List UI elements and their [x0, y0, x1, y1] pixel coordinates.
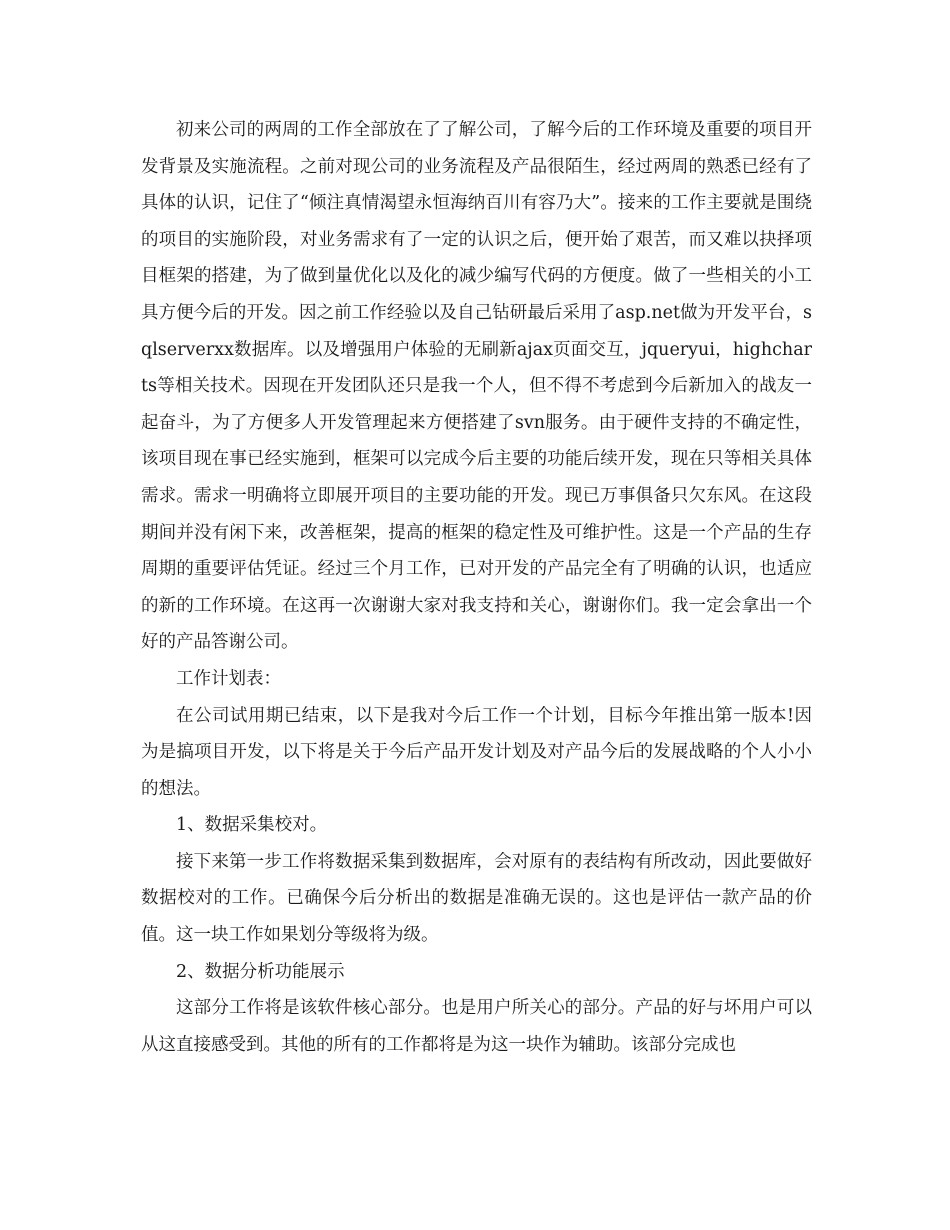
paragraph-intro: 初来公司的两周的工作全部放在了了解公司，了解今后的工作环境及重要的项目开发背景及实施流程。之前对现公司的业务流程及产品很陌生，经过两周的熟悉已经有了具体的认识，记住了“倾注真情渴望永恒海纳百川有容乃大”。接来的工作主要就是围绕的项目的实施阶段，对业务需求有了一定的认识之后，便开始了艰苦，而又难以抉择项目框架的搭建，为了做到量优化以及化的减少编写代码的方便度。做了一些相关的小工具方便今后的开发。因之前工作经验以及自己钻研最后采用了asp.net做为开发平台，sqlserverxx数据库。以及增强用户体验的无刷新ajax页面交互，jqueryui，highcharts等相关技术。因现在开发团队还只是我一个人，但不得不考虑到今后新加入的战友一起奋斗，为了方便多人开发管理起来方便搭建了svn服务。由于硬件支持的不确定性，该项目现在事已经实施到，框架可以完成今后主要的功能后续开发，现在只等相关具体需求。需求一明确将立即展开项目的主要功能的开发。现已万事俱备只欠东风。在这段期间并没有闲下来，改善框架，提高的框架的稳定性及可维护性。这是一个产品的生存周期的重要评估凭证。经过三个月工作，已对开发的产品完全有了明确的认识，也适应的新的工作环境。在这再一次谢谢大家对我支持和关心，谢谢你们。我一定会拿出一个好的产品答谢公司。: [141, 120, 812, 653]
document-body: [141, 112, 812, 1063]
paragraph-item-2-heading: 2、数据分析功能展示: [176, 961, 345, 982]
paragraph-plan-intro: 在公司试用期已结束，以下是我对今后工作一个计划，目标今年推出第一版本!因为是搞项目开发，以下将是关于今后产品开发计划及对产品今后的发展战略的个人小小的想法。: [141, 705, 812, 799]
paragraph-item-2-body: 这部分工作将是该软件核心部分。也是用户所关心的部分。产品的好与坏用户可以从这直接感受到。其他的所有的工作都将是为这一块作为辅助。该部分完成也: [141, 998, 812, 1055]
paragraph-item-1-body: 接下来第一步工作将数据采集到数据库，会对原有的表结构有所改动，因此要做好数据校对的工作。已确保今后分析出的数据是准确无误的。这也是评估一款产品的价值。这一块工作如果划分等级将为级。: [141, 851, 812, 946]
paragraph-plan-heading: 工作计划表：: [176, 668, 281, 689]
paragraph-item-1-heading: 1、数据采集校对。: [176, 815, 328, 836]
